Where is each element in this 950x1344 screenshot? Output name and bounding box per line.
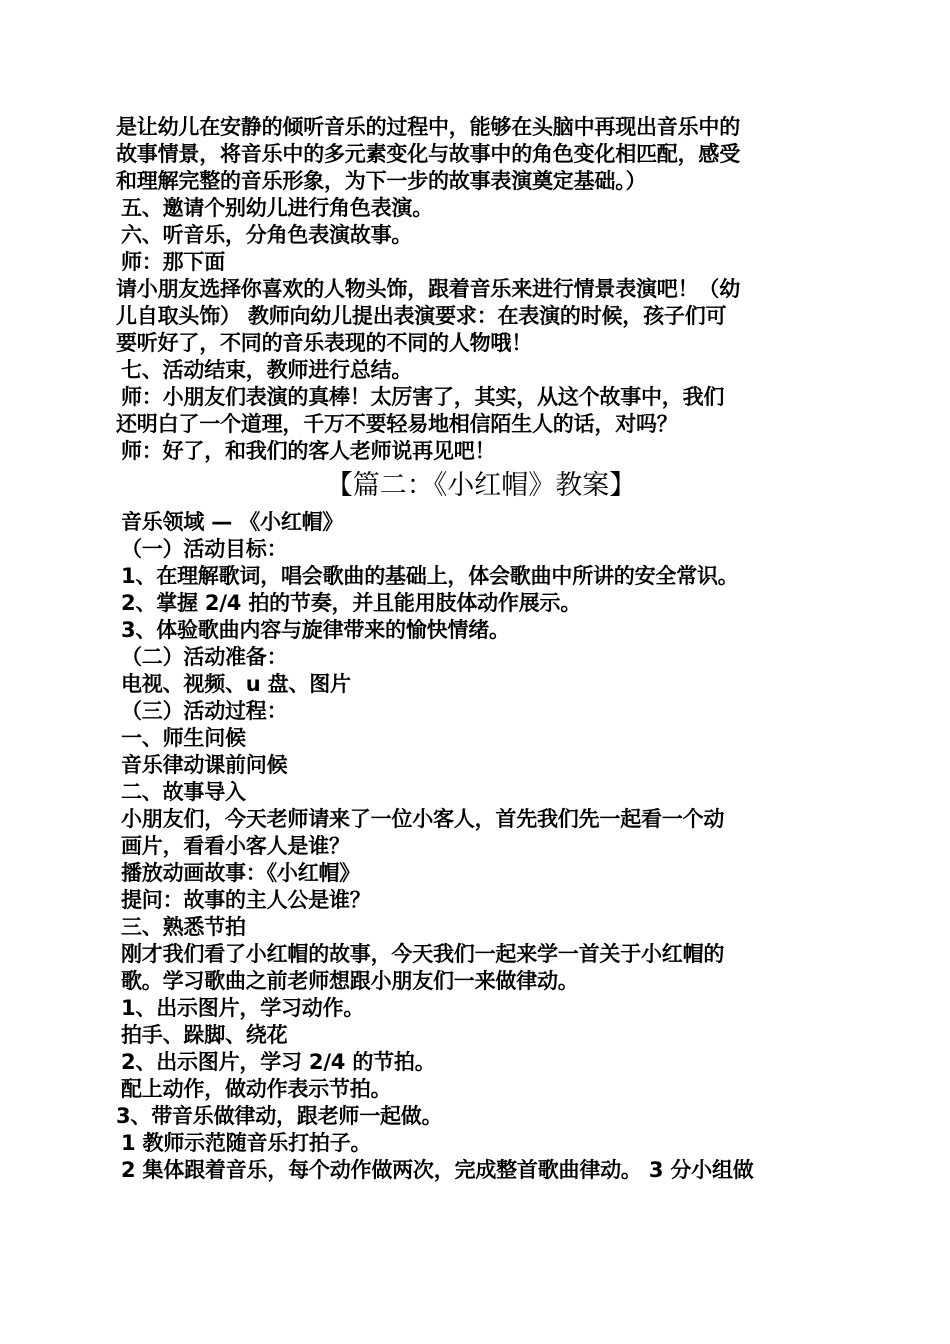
paragraph-line: 是让幼儿在安静的倾听音乐的过程中，能够在头脑中再现出音乐中的 — [116, 115, 740, 139]
paragraph-line: 故事情景，将音乐中的多元素变化与故事中的角色变化相匹配，感受 — [116, 142, 740, 166]
paragraph-line: 小朋友们，今天老师请来了一位小客人，首先我们先一起看一个动 — [121, 807, 725, 831]
paragraph-line: 还明白了一个道理，千万不要轻易地相信陌生人的话，对吗？ — [116, 412, 678, 436]
step-heading: 一、师生问候 — [121, 726, 246, 750]
lesson-title: 音乐领域 — 《小红帽》 — [121, 510, 344, 534]
subsection-heading: （二）活动准备： — [121, 645, 288, 669]
paragraph-line: 拍手、跺脚、绕花 — [121, 1023, 288, 1047]
list-item: 2、出示图片，学习 2/4 的节拍。 — [121, 1050, 436, 1074]
paragraph-line: 儿自取头饰） 教师向幼儿提出表演要求：在表演的时候，孩子们可 — [116, 304, 727, 328]
paragraph-line: 画片，看看小客人是谁？ — [121, 834, 350, 858]
paragraph-line: 师：小朋友们表演的真棒！太厉害了，其实，从这个故事中，我们 — [121, 385, 725, 409]
paragraph-line: 刚才我们看了小红帽的故事，今天我们一起来学一首关于小红帽的 — [121, 942, 725, 966]
subsection-heading: （三）活动过程： — [121, 699, 288, 723]
paragraph-line: 要听好了，不同的音乐表现的不同的人物哦！ — [116, 331, 532, 355]
list-item: 1、在理解歌词，唱会歌曲的基础上，体会歌曲中所讲的安全常识。 — [121, 564, 739, 588]
paragraph-line: 提问：故事的主人公是谁？ — [121, 888, 371, 912]
paragraph-line: 师：那下面 — [121, 250, 225, 274]
list-item: 3、带音乐做律动，跟老师一起做。 — [116, 1104, 443, 1128]
paragraph-line: 电视、视频、u 盘、图片 — [121, 672, 351, 696]
paragraph-line: 配上动作，做动作表示节拍。 — [121, 1077, 392, 1101]
list-item: 2、掌握 2/4 拍的节奏，并且能用肢体动作展示。 — [121, 591, 582, 615]
paragraph-line: 请小朋友选择你喜欢的人物头饰，跟着音乐来进行情景表演吧！（幼 — [116, 277, 740, 301]
section-heading: 【篇二：《小红帽》教案】 — [325, 470, 637, 501]
paragraph-line: 播放动画故事：《小红帽》 — [121, 861, 361, 885]
paragraph-line: 师：好了，和我们的客人老师说再见吧！ — [121, 439, 496, 463]
list-item: 1 教师示范随音乐打拍子。 — [121, 1131, 372, 1155]
step-heading: 七、活动结束，教师进行总结。 — [121, 358, 413, 382]
step-heading: 三、熟悉节拍 — [121, 915, 246, 939]
list-item: 2 集体跟着音乐，每个动作做两次，完成整首歌曲律动。 3 分小组做 — [121, 1158, 754, 1182]
paragraph-line: 和理解完整的音乐形象，为下一步的故事表演奠定基础。） — [116, 169, 647, 193]
step-heading: 二、故事导入 — [121, 780, 246, 804]
paragraph-line: 歌。学习歌曲之前老师想跟小朋友们一来做律动。 — [121, 969, 579, 993]
subsection-heading: （一）活动目标： — [121, 537, 288, 561]
part1-text — [116, 114, 846, 465]
step-heading: 六、听音乐，分角色表演故事。 — [121, 223, 413, 247]
document-body — [116, 114, 846, 1184]
list-item: 3、体验歌曲内容与旋律带来的愉快情绪。 — [121, 618, 510, 642]
step-heading: 五、邀请个别幼儿进行角色表演。 — [121, 196, 433, 220]
paragraph-line: 音乐律动课前问候 — [121, 753, 288, 777]
list-item: 1、出示图片，学习动作。 — [121, 996, 365, 1020]
part2-text — [116, 509, 846, 1184]
